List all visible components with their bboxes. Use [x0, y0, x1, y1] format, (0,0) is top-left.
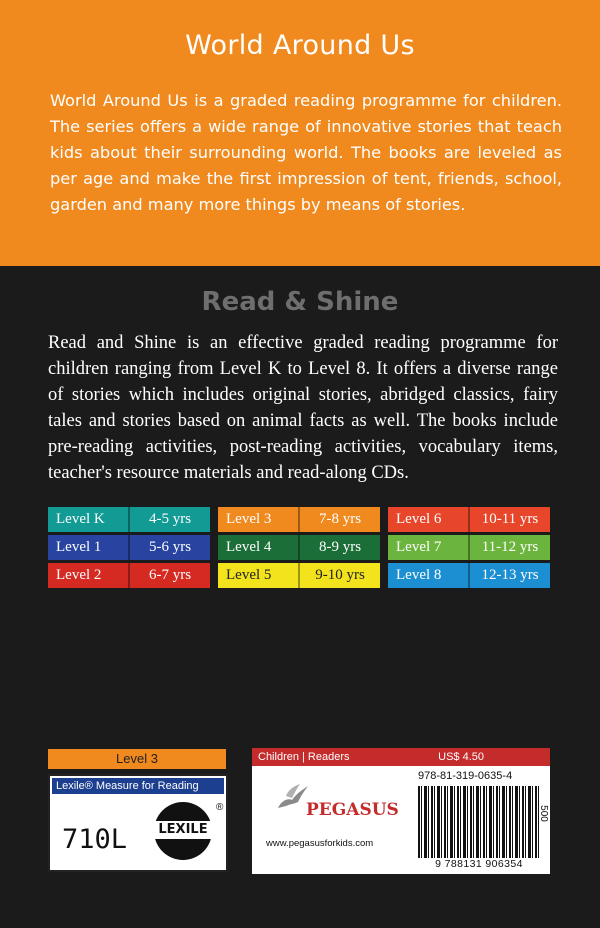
level-cell-6 [388, 507, 550, 532]
lexile-measure-box [48, 774, 228, 872]
level-label: Level 8 [388, 563, 470, 588]
publisher-barcode-box [252, 748, 550, 874]
age-range: 8-9 yrs [318, 539, 362, 555]
barcode-price-code: 500 [537, 805, 549, 822]
read-shine-description: Read and Shine is an effective graded reading programme for children ranging from Level K to Level 8. It offers a diverse range of stories which includes original stories, abridged classics, fairy tales and stories based on animal facts as well. The books include pre-reading activities, post-reading activities, vocabulary items, teacher's resource materials and read-along CDs. [48, 333, 558, 483]
lexile-score: 710L [62, 824, 128, 855]
reader-level-tag: Level 3 [48, 749, 226, 769]
pegasus-horse-icon [274, 782, 310, 812]
level-label: Level 1 [48, 535, 130, 560]
lexile-heading: Lexile® Measure for Reading [52, 778, 224, 794]
barcode-digits: 9 788131 906354 [435, 858, 523, 870]
level-label: Level 6 [388, 507, 470, 532]
level-cell-7 [388, 535, 550, 560]
level-label: Level 4 [218, 535, 300, 560]
level-label: Level 7 [388, 535, 470, 560]
read-shine-title: Read & Shine [201, 287, 399, 317]
age-range: 12-13 yrs [481, 567, 539, 583]
publisher-url: www.pegasusforkids.com [266, 838, 374, 849]
level-cell-1 [48, 535, 210, 560]
level-label: Level 5 [218, 563, 300, 588]
series-title: World Around Us [185, 30, 415, 61]
barcode-image [418, 786, 540, 858]
age-range: 7-8 yrs [318, 511, 362, 527]
level-cell-2 [48, 563, 210, 588]
level-cell-8 [388, 563, 550, 588]
level-cell-4 [218, 535, 380, 560]
age-range: 10-11 yrs [481, 511, 539, 527]
level-label: Level 3 [218, 507, 300, 532]
registered-mark: ® [216, 802, 224, 813]
book-price: US$ 4.50 [438, 751, 484, 763]
isbn-number: 978-81-319-0635-4 [418, 770, 513, 782]
level-label: Level K [48, 507, 130, 532]
book-category: Children | Readers [258, 751, 350, 763]
publisher-header-strip [252, 748, 550, 766]
series-description: World Around Us is a graded reading programme for children. The series offers a wide range of innovative stories that teach kids about their surrounding world. The books are leveled as per age and make the first impression of tent, friends, school, garden and many more things by means of stories. [50, 91, 562, 214]
lexile-logo-word: LEXILE [152, 821, 214, 839]
level-cell-3 [218, 507, 380, 532]
level-cell-5 [218, 563, 380, 588]
age-range: 4-5 yrs [148, 511, 192, 527]
age-range: 11-12 yrs [481, 539, 539, 555]
level-cell-k [48, 507, 210, 532]
age-range: 9-10 yrs [315, 567, 365, 583]
level-label: Level 2 [48, 563, 130, 588]
age-range: 6-7 yrs [148, 567, 192, 583]
age-range: 5-6 yrs [148, 539, 192, 555]
publisher-name: PEGASUS [306, 800, 399, 820]
